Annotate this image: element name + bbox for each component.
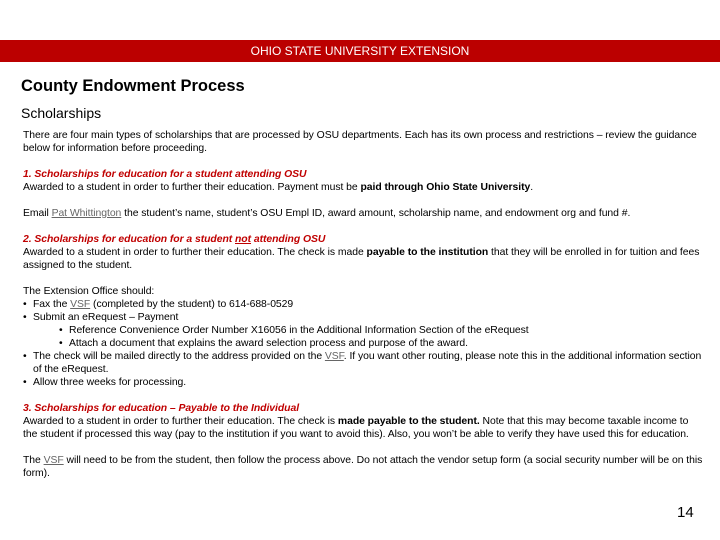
section-3-text: Awarded to a student in order to further their education. The check is made payable to the student. Note that this may become taxable income to the student if processed this way (pay to the institution if you want to avoid this). Also, you won’t be able to verify they have used this for education. [23, 416, 689, 440]
vsf-link[interactable]: VSF [324, 351, 344, 362]
section-1-text: Awarded to a student in order to further their education. Payment must be paid through Ohio State University. [23, 182, 534, 193]
list-item-mail: • The check will be mailed directly to the address provided on the VSF. If you want other routing, please note this in the additional information section of the eRequest. [23, 351, 702, 375]
sub-item-reference: • Reference Convenience Order Number X16056 in the Additional Information Section of the eRequest [59, 325, 529, 336]
list-item-fax: • Fax the VSF (completed by the student) to 614-688-0529 [23, 299, 294, 310]
page-title: County Endowment Process [21, 77, 245, 95]
list-item-allow: • Allow three weeks for processing. [23, 377, 187, 388]
section-3-vsf: The VSF will need to be from the student, then follow the process above. Do not attach the vendor setup form (a social security number will be on this form). [23, 455, 703, 479]
vsf-link[interactable]: VSF [70, 299, 91, 310]
page-subtitle: Scholarships [21, 105, 102, 121]
sub-item-attach: • Attach a document that explains the award selection process and purpose of the award. [59, 338, 468, 349]
email-link-pat-whittington[interactable]: Pat Whittington [51, 208, 122, 219]
content-body [23, 129, 703, 480]
section-1-email: Email Pat Whittington the student’s name, student’s OSU Empl ID, award amount, scholarship name, and endowment org and fund #. [23, 208, 631, 219]
section-1-heading: 1. Scholarships for education for a student attending OSU [23, 169, 307, 180]
header-banner [0, 40, 720, 62]
vsf-link[interactable]: VSF [43, 455, 64, 466]
banner-text: OHIO STATE UNIVERSITY EXTENSION [250, 44, 470, 58]
intro-paragraph: There are four main types of scholarships that are processed by OSU departments. Each has its own process and restrictions – review the guidance below for information before proceeding. [23, 130, 697, 154]
office-label: The Extension Office should: [23, 286, 155, 297]
section-3-heading: 3. Scholarships for education – Payable to the Individual [23, 403, 300, 414]
list-item-submit: • Submit an eRequest – Payment [23, 312, 179, 323]
page-number: 14 [677, 504, 694, 521]
section-2-heading: 2. Scholarships for education for a student not attending OSU [23, 234, 326, 245]
section-2-text: Awarded to a student in order to further their education. The check is made payable to the institution that they will be enrolled in for tuition and fees assigned to the student. [23, 247, 700, 271]
